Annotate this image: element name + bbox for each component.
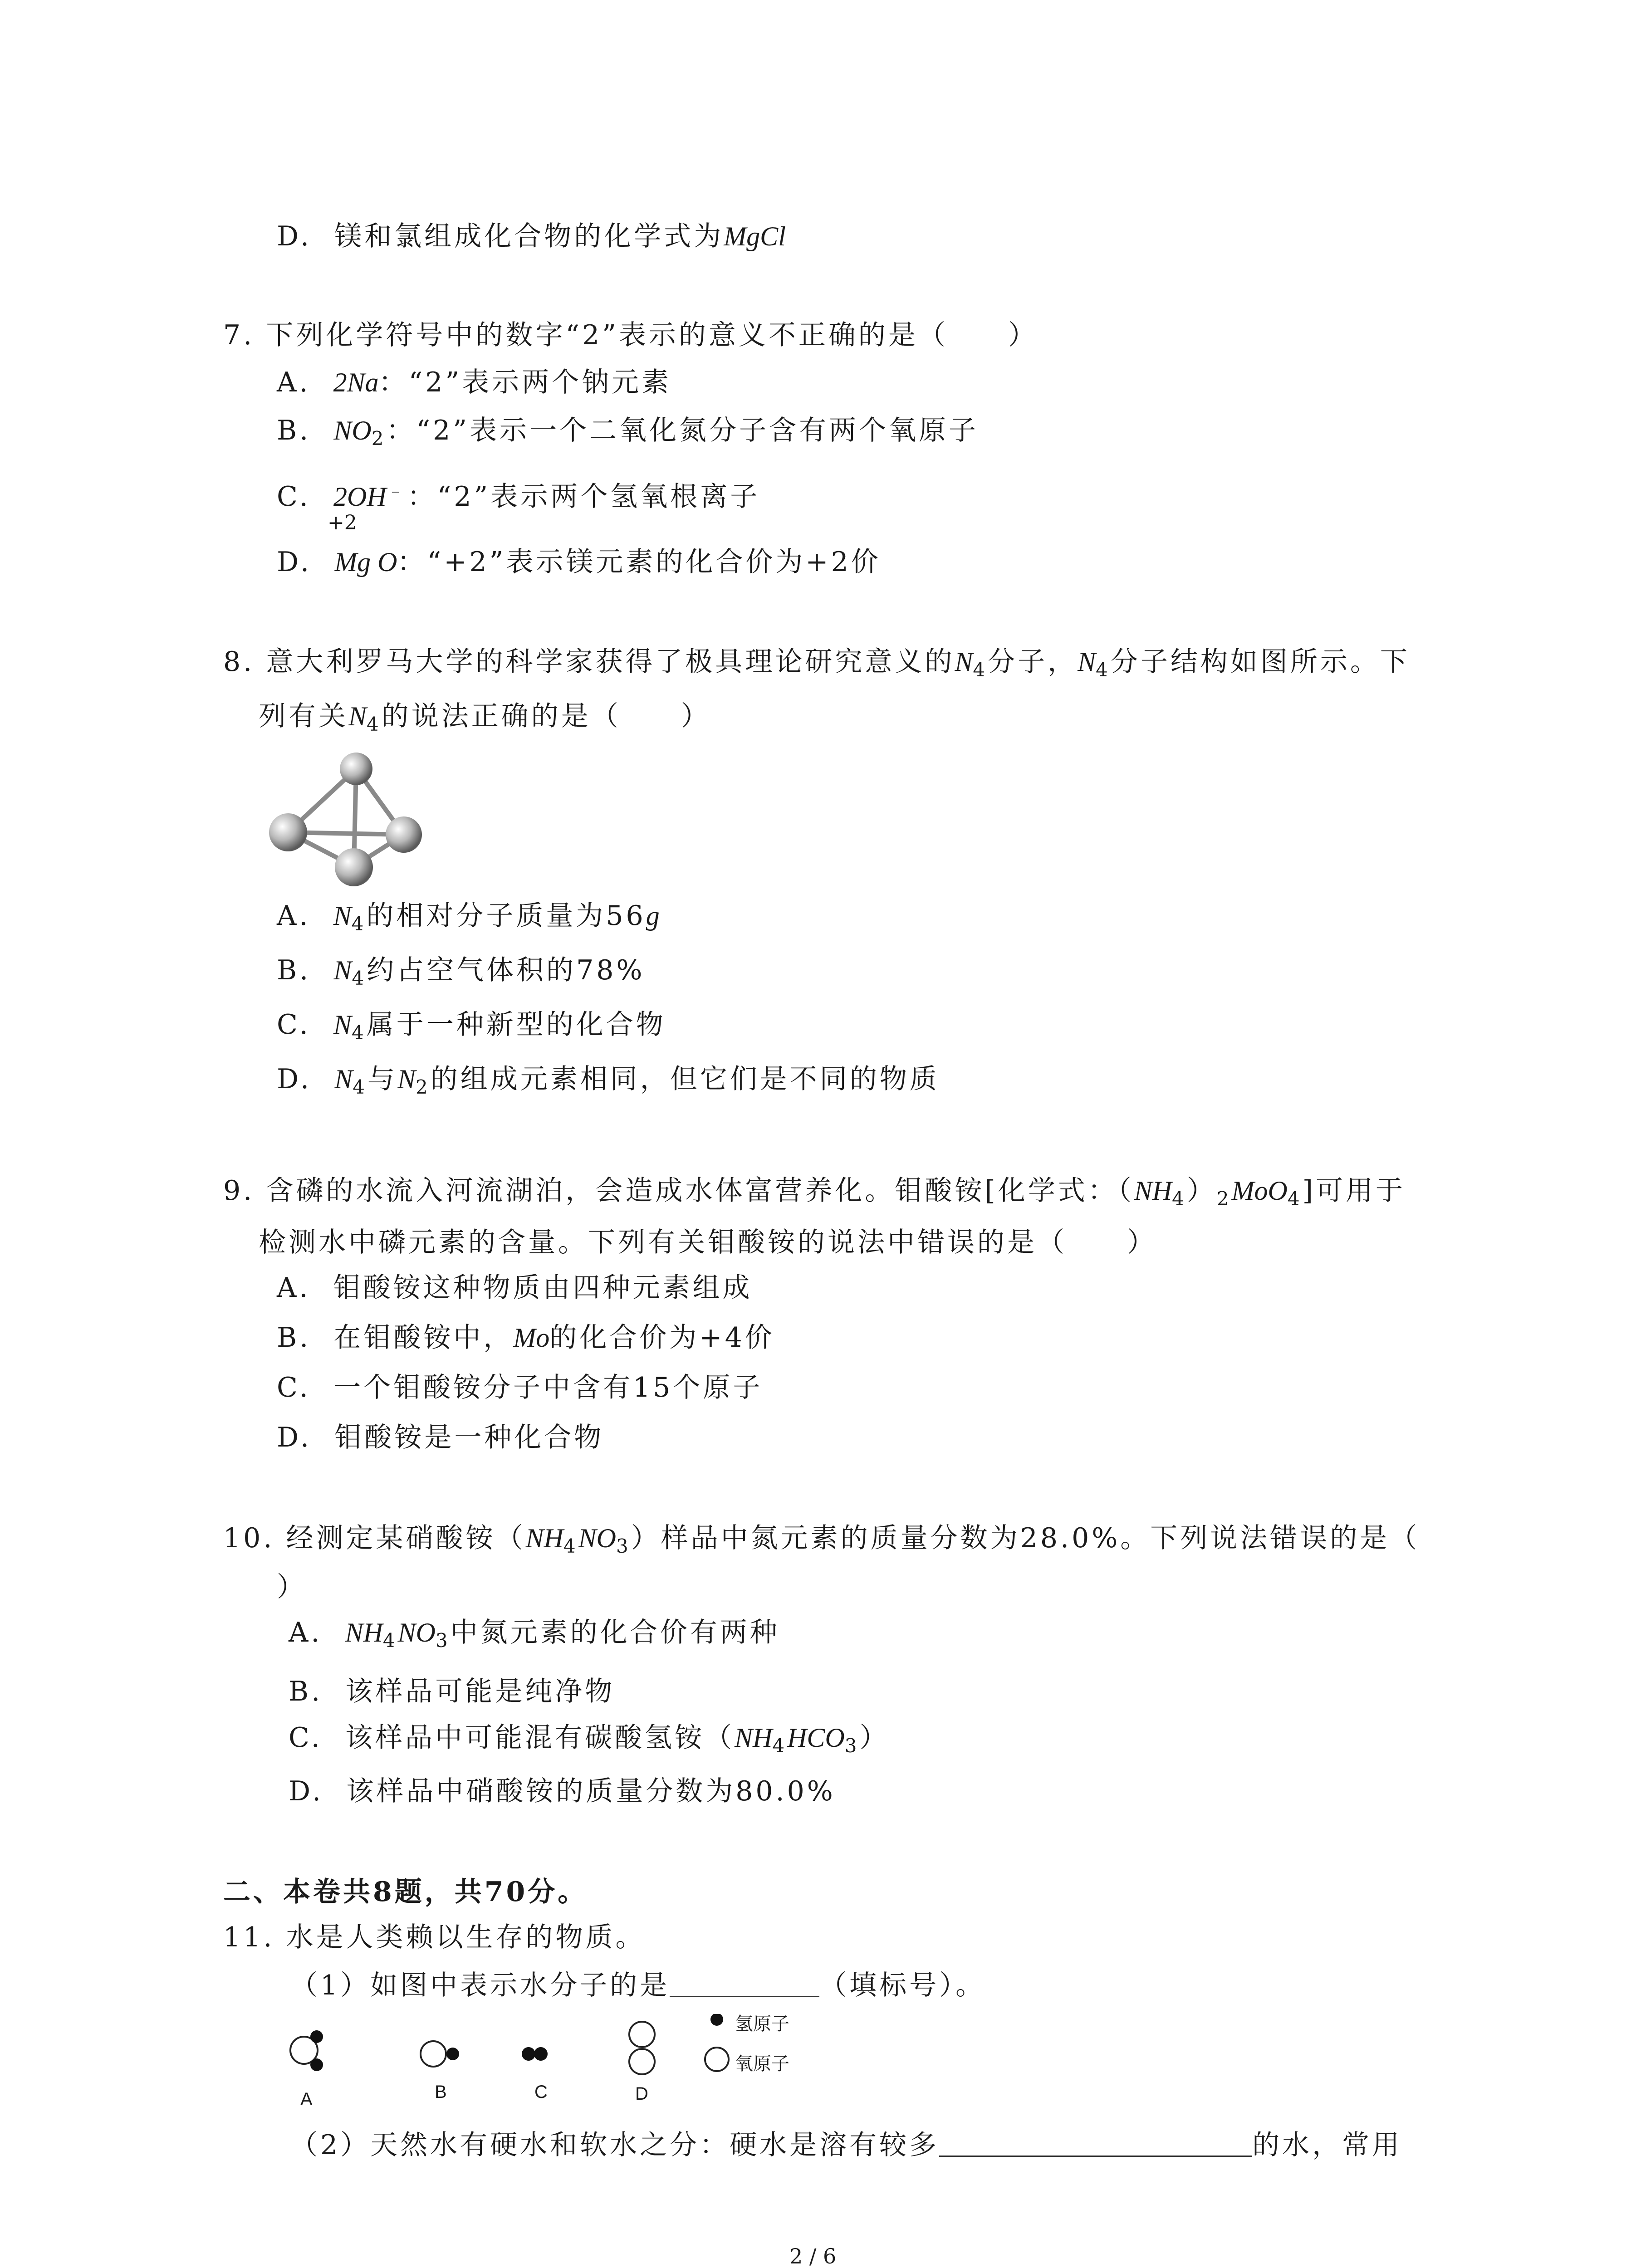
- q7-option-b: B. $NO_2$：“2”表示一个二氧化氮分子含有两个氧原子: [277, 415, 979, 450]
- q8-option-d: D. $N_4$与$N_2$的组成元素相同，但它们是不同的物质: [277, 1063, 940, 1098]
- q11-stem: 11. 水是人类赖以生存的物质。: [223, 1921, 646, 1953]
- q10-option-d: D. 该样品中硝酸铵的质量分数为80.0%: [289, 1775, 836, 1807]
- legend-hydrogen-label: 氢原子: [735, 2014, 789, 2034]
- q7-valence-above: +2: [328, 511, 357, 534]
- q10-option-c: C. 该样品中可能混有碳酸氢铵$(NH_4HCO_3)$: [289, 1722, 890, 1757]
- q6-option-d: D. 镁和氯组成化合物的化学式为MgCl: [277, 220, 786, 252]
- molecule-b: [421, 2041, 459, 2067]
- q7-stem: 7. 下列化学符号中的数字“2”表示的意义不正确的是（ ）: [223, 319, 1038, 351]
- atom-top: [340, 753, 372, 785]
- atom-front: [335, 848, 373, 886]
- q8-stem-line2: 列有关$N_4$的说法正确的是（ ）: [259, 700, 711, 735]
- q9-option-a: A. 钼酸铵这种物质由四种元素组成: [277, 1272, 753, 1304]
- molecule-c: [522, 2047, 548, 2061]
- legend-hydrogen-icon: [710, 2014, 723, 2026]
- q11-part2: （2）天然水有硬水和软水之分：硬水是溶有较多 的水，常用: [290, 2129, 1402, 2161]
- q9-option-d: D. 钼酸铵是一种化合物: [277, 1422, 604, 1453]
- q10-option-b: B. 该样品可能是纯净物: [289, 1676, 615, 1707]
- q7-option-a: A. 2Na：“2”表示两个钠元素: [277, 367, 672, 398]
- q9-stem-line1: 9. 含磷的水流入河流湖泊，会造成水体富营养化。钼酸铵[化学式：$(NH_4)_2MoO_4$]可用于: [223, 1175, 1406, 1210]
- page-number: 2 / 6: [789, 2244, 837, 2268]
- q10-option-a: A. $NH_4NO_3$中氮元素的化合价有两种: [289, 1617, 780, 1652]
- q9-option-b: B. 在钼酸铵中，Mo的化合价为+4价: [277, 1322, 775, 1354]
- atom-left: [269, 813, 307, 851]
- fig-label-d: D: [635, 2084, 648, 2104]
- molecule-a: [290, 2030, 323, 2071]
- n4-molecule-figure: [263, 748, 431, 898]
- q9-option-c: C. 一个钼酸铵分子中含有15个原子: [277, 1372, 763, 1403]
- fig-label-a: A: [300, 2089, 313, 2109]
- q8-option-b: B. $N_4$约占空气体积的78%: [277, 954, 645, 989]
- q8-option-a: A. $N_4$的相对分子质量为56g: [277, 900, 660, 935]
- q7-option-d: D. Mg O：“+2”表示镁元素的化合价为+2价: [277, 546, 881, 578]
- q11-part1-blank[interactable]: [670, 1969, 819, 1997]
- q10-stem-line1: 10. 经测定某硝酸铵$(NH_4NO_3)$样品中氮元素的质量分数为28.0%。下列说法错误的是（: [223, 1522, 1420, 1557]
- fig-label-c: C: [534, 2082, 548, 2102]
- q7-option-c: C. 2OH﹣：“2”表示两个氢氧根离子: [277, 480, 760, 513]
- q11-part1: （1）如图中表示水分子的是 （填标号）。: [290, 1970, 986, 2001]
- q9-stem-line2: 检测水中磷元素的含量。下列有关钼酸铵的说法中错误的是（ ）: [259, 1227, 1157, 1258]
- section-2-title: 二、本卷共8题，共70分。: [223, 1876, 588, 1908]
- legend-oxygen-icon: [705, 2048, 729, 2071]
- q10-stem-line2: ）: [277, 1571, 307, 1603]
- atom-right: [386, 816, 422, 853]
- q8-stem-line1: 8. 意大利罗马大学的科学家获得了极具理论研究意义的$N_4$分子，$N_4$分子结构如图所示。下: [223, 646, 1410, 681]
- legend-oxygen-label: 氧原子: [735, 2054, 789, 2074]
- fig-label-b: B: [435, 2082, 447, 2102]
- q11-part2-blank[interactable]: [939, 2128, 1252, 2157]
- molecule-d: [629, 2022, 655, 2074]
- q8-option-c: C. $N_4$属于一种新型的化合物: [277, 1009, 666, 1044]
